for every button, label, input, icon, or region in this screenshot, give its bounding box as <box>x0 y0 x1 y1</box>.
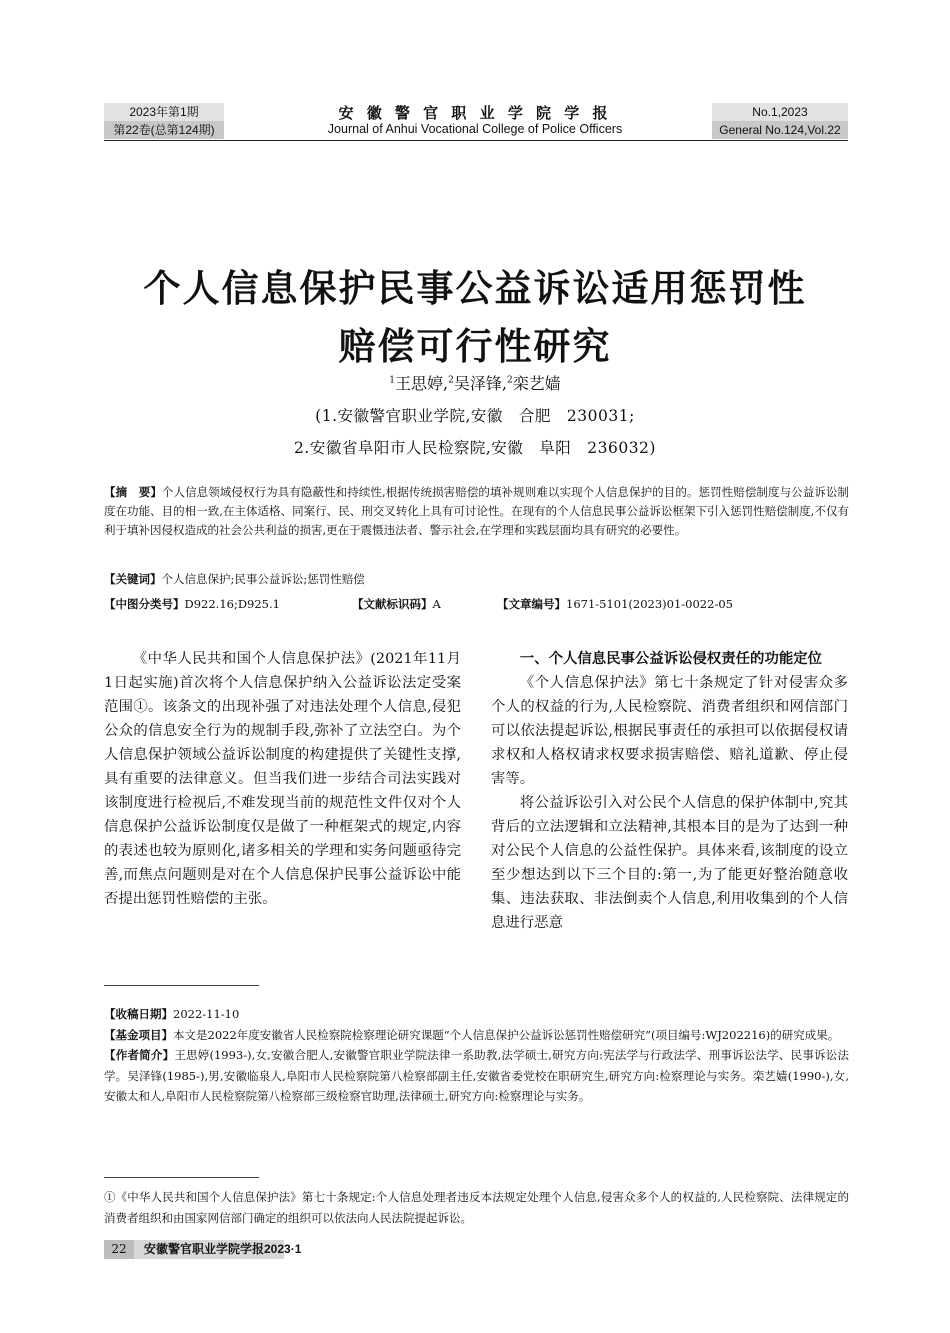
author-bio-text: 王思婷(1993-),女,安徽合肥人,安徽警官职业学院法律一系助教,法学硕士,研究方向:宪法学与行政法学、刑事诉讼法学、民事诉讼法学。吴泽锋(1985-),男,安徽临泉人,阜阳市人民检察院第八检察部副主任,安徽省委党校在职研究生,研究方向:检察理论与实务。栾艺嫱(1990-),女,安徽太和人,阜阳市人民检察院第八检察部三级检察官助理,法律硕士,研究方向:检察理论与实务。 <box>104 1048 849 1103</box>
footnote: ①《中华人民共和国个人信息保护法》第七十条规定:个人信息处理者违反本法规定处理个人信息,侵害众多个人的权益的,人民检察院、法律规定的消费者组织和由国家网信部门确定的组织可以依法向人民法院提起诉讼。 <box>104 1190 849 1225</box>
fund-project-text: 本文是2022年度安徽省人民检察院检察理论研究课题“个人信息保护公益诉讼惩罚性赔偿研究”(项目编号:WJ202216)的研究成果。 <box>173 1027 840 1042</box>
page-number: 22 <box>104 1240 134 1259</box>
keywords-label: 【关键词】 <box>104 572 162 586</box>
abstract-label: 【摘 要】 <box>104 485 162 499</box>
keywords <box>104 571 849 587</box>
notes-divider <box>104 985 259 986</box>
article-number-value: 1671-5101(2023)01-0022-05 <box>566 597 733 611</box>
clc-value: D922.16;D925.1 <box>184 597 280 611</box>
author-list <box>175 371 775 394</box>
author-3: 栾艺嫱 <box>512 374 561 393</box>
article-notes <box>104 1004 849 1107</box>
document-code-value: A <box>432 597 441 611</box>
received-date-label: 【收稿日期】 <box>104 1007 173 1021</box>
author-3-affiliation-mark: 2 <box>506 375 513 386</box>
affiliation-2: 2.安徽省阜阳市人民检察院,安徽 阜阳 236032) <box>294 439 656 457</box>
fund-project <box>104 1025 849 1046</box>
issue-number-label: No.1,2023 <box>712 103 848 121</box>
article-number <box>497 596 733 612</box>
abstract-text: 个人信息领域侵权行为具有隐蔽性和持续性,根据传统损害赔偿的填补规则难以实现个人信息保护的目的。惩罚性赔偿制度与公益诉讼制度在功能、目的相一致,在主体适格、同案行、民、刑交叉转化上具有可讨论性。在现有的个人信息民事公益诉讼框架下引入惩罚性赔偿制度,不仅有利于填补因侵权造成的社会公共利益的损害,更在于震慑违法者、警示社会,在学理和实践层面均具有研究的必要性。 <box>104 485 849 537</box>
received-date-value: 2022-11-10 <box>173 1007 240 1021</box>
header-rule <box>104 140 848 141</box>
author-2: 吴泽锋, <box>453 374 507 393</box>
author-2-affiliation-mark: 2 <box>448 375 454 386</box>
section-heading: 一、个人信息民事公益诉讼侵权责任的功能定位 <box>519 651 823 667</box>
fund-project-label: 【基金项目】 <box>104 1027 173 1042</box>
author-1-affiliation-mark: 1 <box>389 375 396 386</box>
issue-year-label: 2023年第1期 <box>104 103 224 121</box>
affiliation-1: (1.安徽警官职业学院,安徽 合肥 230031; <box>315 407 635 425</box>
author-bio <box>104 1045 849 1107</box>
document-code-label: 【文献标识码】 <box>352 597 433 611</box>
document-code <box>352 596 441 612</box>
abstract <box>104 483 849 540</box>
footnote-divider <box>104 1177 259 1178</box>
keywords-text: 个人信息保护;民事公益诉讼;惩罚性赔偿 <box>161 572 365 586</box>
article-title-line-1: 个人信息保护民事公益诉讼适用惩罚性 <box>143 266 807 310</box>
issue-volume-label: 第22卷(总第124期) <box>104 121 224 139</box>
article-number-label: 【文章编号】 <box>497 597 566 611</box>
author-bio-label: 【作者简介】 <box>104 1048 175 1062</box>
clc-number <box>104 596 280 612</box>
journal-title-cn: 安 徽 警 官 职 业 学 院 学 报 <box>338 104 612 122</box>
author-1: 王思婷, <box>395 374 449 393</box>
article-title-line-2: 赔偿可行性研究 <box>338 324 612 368</box>
body-paragraph: 《个人信息保护法》第七十条规定了针对侵害众多个人的权益的行为,人民检察院、消费者组织和网信部门可以依法提起诉讼,根据民事责任的承担可以依据侵权请求权和人格权请求权要求损害赔偿、赔礼道歉、停止侵害等。 <box>491 675 848 787</box>
received-date <box>104 1004 849 1025</box>
general-number-label: General No.124,Vol.22 <box>712 121 848 139</box>
clc-label: 【中图分类号】 <box>104 597 185 611</box>
body-paragraph: 《中华人民共和国个人信息保护法》(2021年11月1日起实施)首次将个人信息保护纳入公益诉讼法定受案范围①。该条文的出现补强了对违法处理个人信息,侵犯公众的信息安全行为的规制手段,弥补了立法空白。为个人信息保护领域公益诉讼制度的构建提供了关键性支撑,具有重要的法律意义。但当我们进一步结合司法实践对该制度进行检视后,不难发现当前的规范性文件仅对个人信息保护公益诉讼制度仅是做了一种框架式的规定,内容的表述也较为原则化,诸多相关的学理和实务问题亟待完善,而焦点问题则是对在个人信息保护民事公益诉讼中能否提出惩罚性赔偿的主张。 <box>104 651 461 907</box>
body-paragraph: 将公益诉讼引入对公民个人信息的保护体制中,究其背后的立法逻辑和立法精神,其根本目的是为了达到一种对公民个人信息的公益性保护。具体来看,该制度的设立至少想达到以下三个目的:第一,为了能更好整治随意收集、违法获取、非法倒卖个人信息,利用收集到的个人信息进行恶意 <box>491 795 848 931</box>
body-column-right <box>491 647 848 935</box>
journal-title-en: Journal of Anhui Vocational College of Police Officers <box>327 122 623 136</box>
footer-journal-issue: 安徽警官职业学院学报2023·1 <box>144 1242 302 1256</box>
body-column-left <box>104 647 461 911</box>
